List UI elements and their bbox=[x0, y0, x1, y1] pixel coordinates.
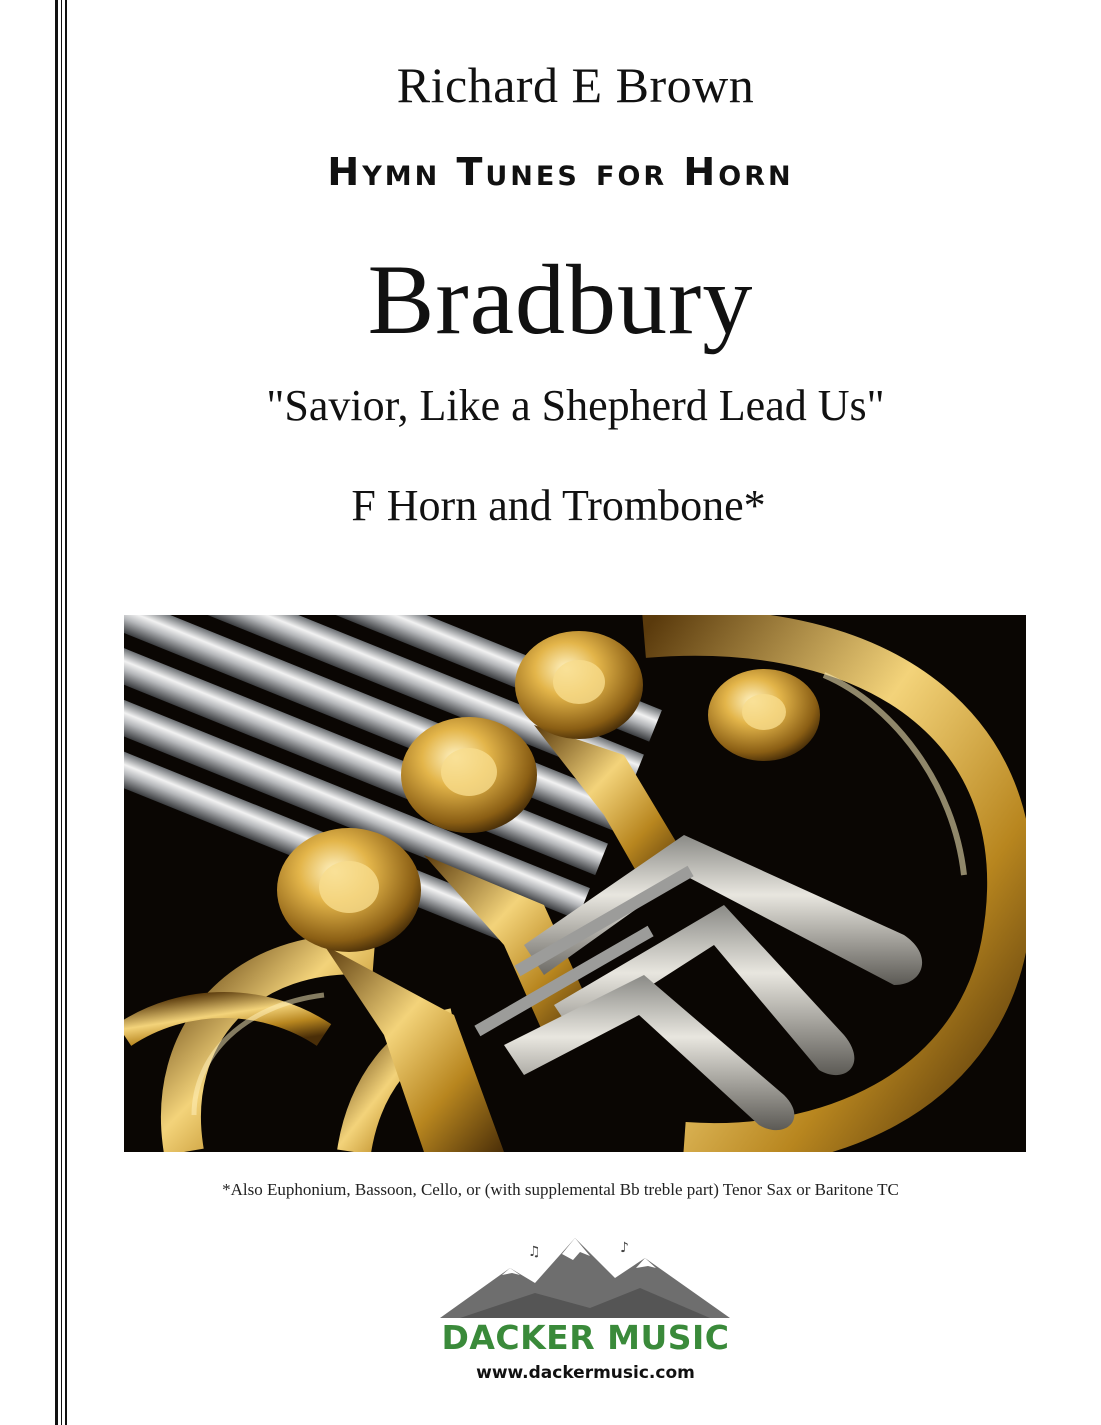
publisher-url[interactable]: www.dackermusic.com bbox=[476, 1363, 695, 1383]
publisher-name: DACKER MUSIC bbox=[441, 1318, 730, 1357]
hymn-subtitle: "Savior, Like a Shepherd Lead Us" bbox=[266, 381, 885, 430]
binding-lines bbox=[55, 0, 69, 1425]
series-title: Hymn Tunes for Horn bbox=[327, 150, 794, 194]
svg-text:♫: ♫ bbox=[528, 1244, 541, 1260]
binding-line-outer bbox=[55, 0, 58, 1425]
svg-text:♪: ♪ bbox=[620, 1240, 629, 1256]
footnote: *Also Euphonium, Bassoon, Cello, or (with supplemental Bb treble part) Tenor Sax or Baritone TC bbox=[222, 1180, 899, 1199]
instrumentation: F Horn and Trombone* bbox=[351, 481, 766, 530]
composer-name: Richard E Brown bbox=[396, 57, 755, 113]
french-horn-valves-photo bbox=[124, 615, 1026, 1152]
mountain-logo-icon bbox=[440, 1238, 730, 1318]
binding-line-middle bbox=[61, 0, 62, 1425]
binding-line-inner bbox=[65, 0, 67, 1425]
piece-title: Bradbury bbox=[367, 244, 754, 355]
